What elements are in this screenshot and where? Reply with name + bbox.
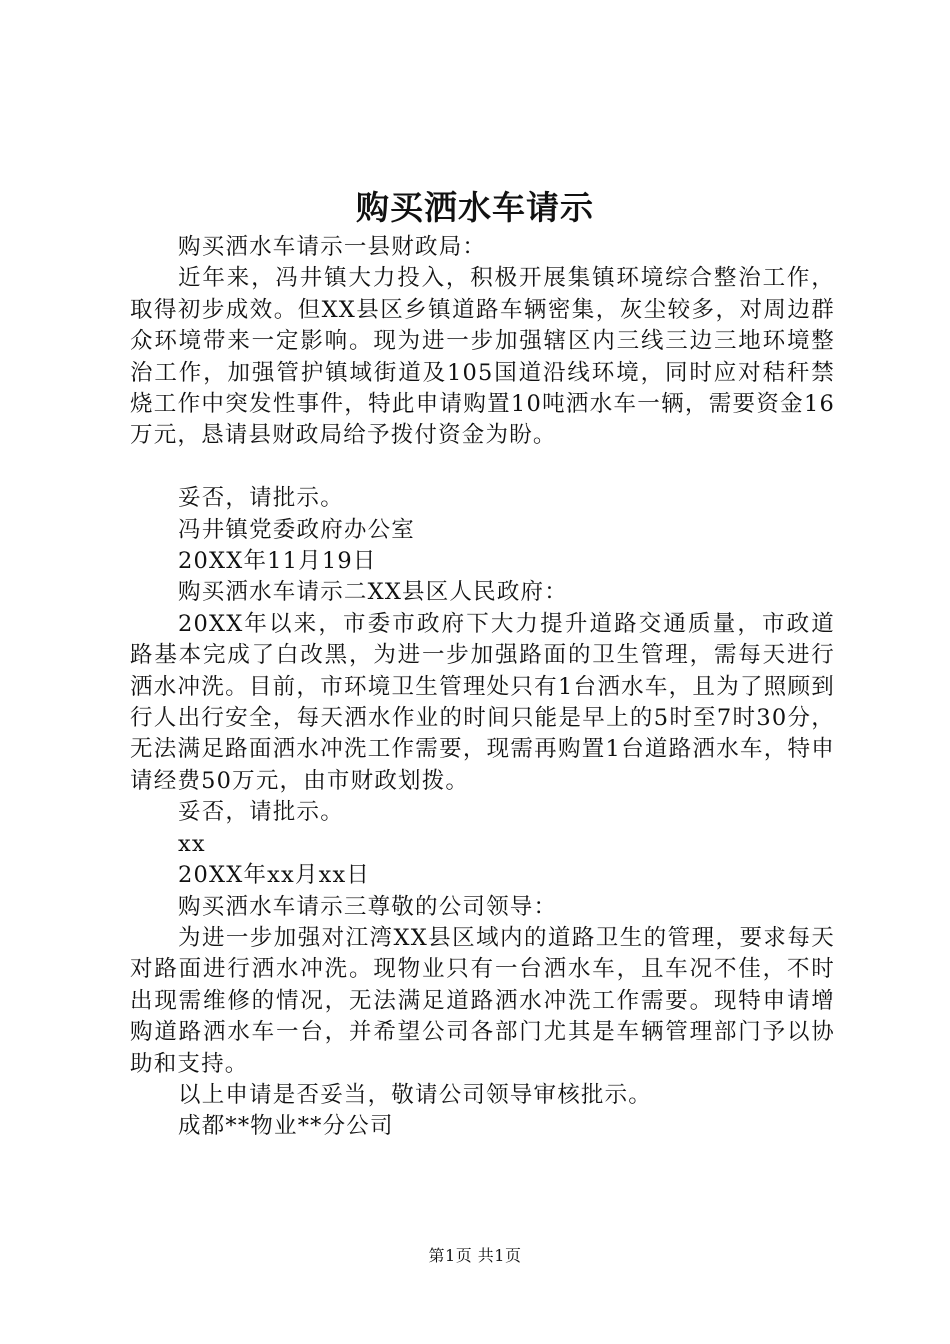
page-number-footer: 第1页 共1页 [428,1246,522,1265]
paragraph-10: xx [178,830,206,857]
paragraph-12: 购买洒水车请示三尊敬的公司领导： [178,893,558,920]
paragraph-8: 20XX年以来，市委市政府下大力提升道路交通质量，市政道路基本完成了白改黑，为进一步加强路面的卫生管理，需每天进行洒水冲洗。目前，市环境卫生管理处只有1台洒水车，且为了照顾到行人出行安全，每天洒水作业的时间只能是早上的5时至7时30分，无法满足路面洒水冲洗工作需要，现需再购置1台道路洒水车，特申请经费50万元，由市财政划拨。 [130,610,835,794]
paragraph-6: 20XX年11月19日 [178,548,377,575]
blank-line [130,452,835,483]
paragraph-2: 近年来，冯井镇大力投入，积极开展集镇环境综合整治工作，取得初步成效。但XX县区乡镇道路车辆密集，灰尘较多，对周边群众环境带来一定影响。现为进一步加强辖区内三线三边三地环境整治工作，加强管护镇域街道及105国道沿线环境，同时应对秸秆禁烧工作中突发性事件，特此申请购置10吨洒水车一辆，需要资金16万元，恳请县财政局给予拨付资金为盼。 [130,265,835,449]
paragraph-13: 为进一步加强对江湾XX县区域内的道路卫生的管理，要求每天对路面进行洒水冲洗。现物业只有一台洒水车，且车况不佳，不时出现需维修的情况，无法满足道路洒水冲洗工作需要。现特申请增购道路洒水车一台，并希望公司各部门尤其是车辆管理部门予以协助和支持。 [130,924,835,1077]
document-title: 购买洒水车请示 [356,188,594,227]
paragraph-1: 购买洒水车请示一县财政局： [178,234,487,260]
paragraph-14: 以上申请是否妥当，敬请公司领导审核批示。 [178,1081,653,1108]
paragraph-5: 冯井镇党委政府办公室 [178,516,416,543]
document-body [130,232,835,1143]
paragraph-11: 20XX年xx月xx日 [178,862,371,889]
paragraph-15: 成都**物业**分公司 [178,1113,394,1140]
paragraph-4: 妥否，请批示。 [178,485,344,512]
paragraph-7: 购买洒水车请示二XX县区人民政府： [178,579,568,606]
paragraph-9: 妥否，请批示。 [178,799,344,826]
